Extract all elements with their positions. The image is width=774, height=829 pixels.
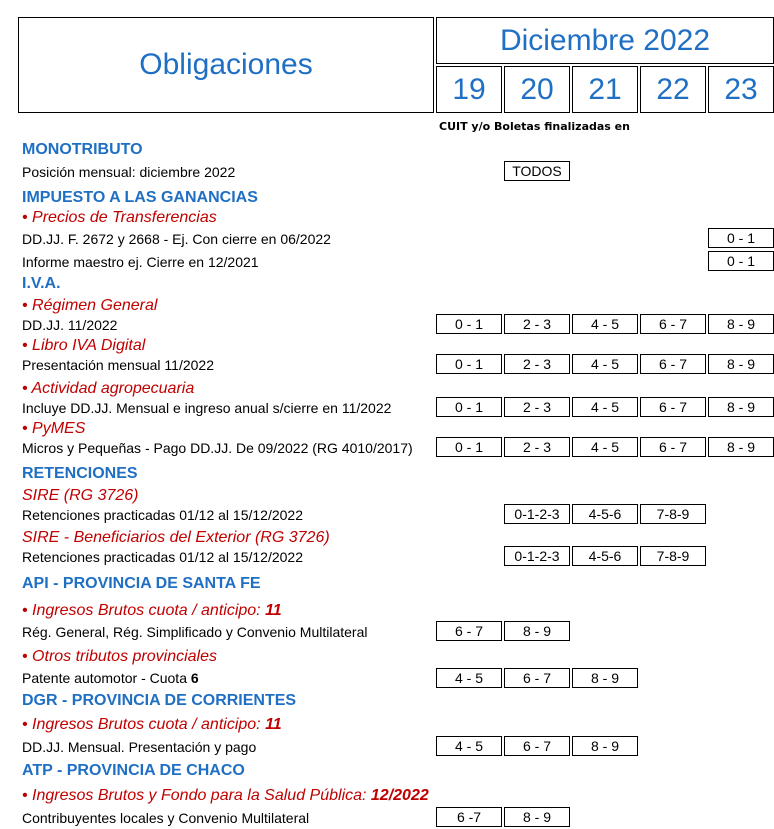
- cell-value: 0 - 1: [436, 437, 502, 457]
- cell-value: 8 - 9: [504, 621, 570, 641]
- cell-value: 4 - 5: [436, 736, 502, 756]
- cell-value: 8 - 9: [572, 736, 638, 756]
- cell-value: 6 - 7: [640, 437, 706, 457]
- cell-value: 8 - 9: [504, 807, 570, 827]
- cell-value: 8 - 9: [572, 668, 638, 688]
- subsection-number: 12/2022: [370, 787, 429, 804]
- cell-value: 8 - 9: [708, 437, 774, 457]
- cell-value: 0 - 1: [708, 228, 774, 248]
- subsection-sire: SIRE (RG 3726): [22, 487, 139, 504]
- cell-value: 6 - 7: [436, 621, 502, 641]
- section-ganancias: IMPUESTO A LAS GANANCIAS: [22, 189, 258, 206]
- row-label: Retenciones practicadas 01/12 al 15/12/2022: [22, 549, 303, 565]
- cell-value: 2 - 3: [504, 354, 570, 374]
- subsection-ingresos-brutos-fondo: [22, 787, 429, 805]
- cell-value: 0 - 1: [436, 397, 502, 417]
- cell-value: 8 - 9: [708, 354, 774, 374]
- header-title-box: [18, 17, 434, 113]
- subsection-libro-iva: • Libro IVA Digital: [22, 337, 146, 354]
- cell-value: 0 - 1: [436, 354, 502, 374]
- day-20: [504, 66, 570, 113]
- cell-value: 6 -7: [436, 807, 502, 827]
- cell-value: 2 - 3: [504, 437, 570, 457]
- section-monotributo: MONOTRIBUTO: [22, 141, 143, 158]
- cell-value: 6 - 7: [640, 354, 706, 374]
- day-label: 23: [724, 72, 758, 106]
- cell-value: 0 - 1: [436, 314, 502, 334]
- day-label: 20: [520, 72, 554, 106]
- subsection-otros-tributos: • Otros tributos provinciales: [22, 648, 218, 665]
- cell-value: 0 - 1: [708, 251, 774, 271]
- subsection-text: • Ingresos Brutos cuota / anticipo:: [22, 602, 266, 619]
- cell-value: 4 - 5: [572, 437, 638, 457]
- subsection-agropecuaria: • Actividad agropecuaria: [22, 380, 195, 397]
- subsection-number: 11: [265, 602, 282, 619]
- cell-value: 7-8-9: [640, 504, 706, 524]
- subsection-precios: • Precios de Transferencias: [22, 209, 217, 226]
- cell-value: 8 - 9: [708, 397, 774, 417]
- row-label: Informe maestro ej. Cierre en 12/2021: [22, 254, 259, 270]
- subsection-ingresos-brutos: [22, 716, 282, 734]
- section-dgr-corrientes: DGR - PROVINCIA DE CORRIENTES: [22, 692, 297, 709]
- month-title: Diciembre 2022: [499, 23, 711, 57]
- row-label: Retenciones practicadas 01/12 al 15/12/2022: [22, 507, 303, 523]
- cell-value: 8 - 9: [708, 314, 774, 334]
- cell-value: 7-8-9: [640, 546, 706, 566]
- section-api-santa-fe: API - PROVINCIA DE SANTA FE: [22, 575, 261, 592]
- cell-value: 6 - 7: [504, 668, 570, 688]
- page-title: Obligaciones: [139, 48, 313, 81]
- row-label: Posición mensual: diciembre 2022: [22, 164, 236, 180]
- section-iva: I.V.A.: [22, 275, 61, 292]
- cell-value: 2 - 3: [504, 397, 570, 417]
- cell-todos: TODOS: [504, 161, 570, 181]
- day-23: [708, 66, 774, 113]
- cell-value: 4 - 5: [572, 354, 638, 374]
- row-label: DD.JJ. 11/2022: [22, 317, 118, 333]
- day-label: 21: [588, 72, 622, 106]
- row-label-text: Patente automotor - Cuota: [22, 670, 191, 686]
- row-label: Contribuyentes locales y Convenio Multilateral: [22, 810, 310, 826]
- row-label: DD.JJ. Mensual. Presentación y pago: [22, 739, 257, 755]
- day-21: [572, 66, 638, 113]
- cell-value: 6 - 7: [640, 314, 706, 334]
- cell-value: 4 - 5: [436, 668, 502, 688]
- cell-value: 2 - 3: [504, 314, 570, 334]
- month-box: [436, 17, 774, 64]
- day-22: [640, 66, 706, 113]
- subsection-ingresos-brutos: [22, 602, 282, 620]
- row-label: Presentación mensual 11/2022: [22, 357, 214, 373]
- cell-value: 0-1-2-3: [504, 546, 570, 566]
- subsection-sire-exterior: SIRE - Beneficiarios del Exterior (RG 3726): [22, 529, 330, 546]
- day-label: 19: [452, 72, 486, 106]
- subsection-text: • Ingresos Brutos y Fondo para la Salud Pública:: [22, 787, 371, 804]
- cell-value: 6 - 7: [640, 397, 706, 417]
- cell-value: 4 - 5: [572, 314, 638, 334]
- cell-value: 4-5-6: [572, 504, 638, 524]
- row-label: [22, 670, 199, 686]
- day-19: [436, 66, 502, 113]
- row-label: Micros y Pequeñas - Pago DD.JJ. De 09/2022 (RG 4010/2017): [22, 440, 413, 456]
- row-label: Incluye DD.JJ. Mensual e ingreso anual s/cierre en 11/2022: [22, 400, 392, 416]
- section-retenciones: RETENCIONES: [22, 465, 138, 482]
- day-label: 22: [656, 72, 690, 106]
- cell-value: 4-5-6: [572, 546, 638, 566]
- cell-value: 0-1-2-3: [504, 504, 570, 524]
- subsection-pymes: • PyMES: [22, 420, 86, 437]
- row-label: DD.JJ. F. 2672 y 2668 - Ej. Con cierre en 06/2022: [22, 231, 331, 247]
- subsection-number: 11: [265, 716, 282, 733]
- subsection-text: • Ingresos Brutos cuota / anticipo:: [22, 716, 266, 733]
- cell-value: 6 - 7: [504, 736, 570, 756]
- row-label-number: 6: [190, 670, 199, 686]
- row-label: Rég. General, Rég. Simplificado y Convenio Multilateral: [22, 624, 368, 640]
- subsection-regimen: • Régimen General: [22, 297, 158, 314]
- cuit-subtitle: CUIT y/o Boletas finalizadas en: [439, 120, 630, 133]
- section-atp-chaco: ATP - PROVINCIA DE CHACO: [22, 762, 245, 779]
- cell-value: 4 - 5: [572, 397, 638, 417]
